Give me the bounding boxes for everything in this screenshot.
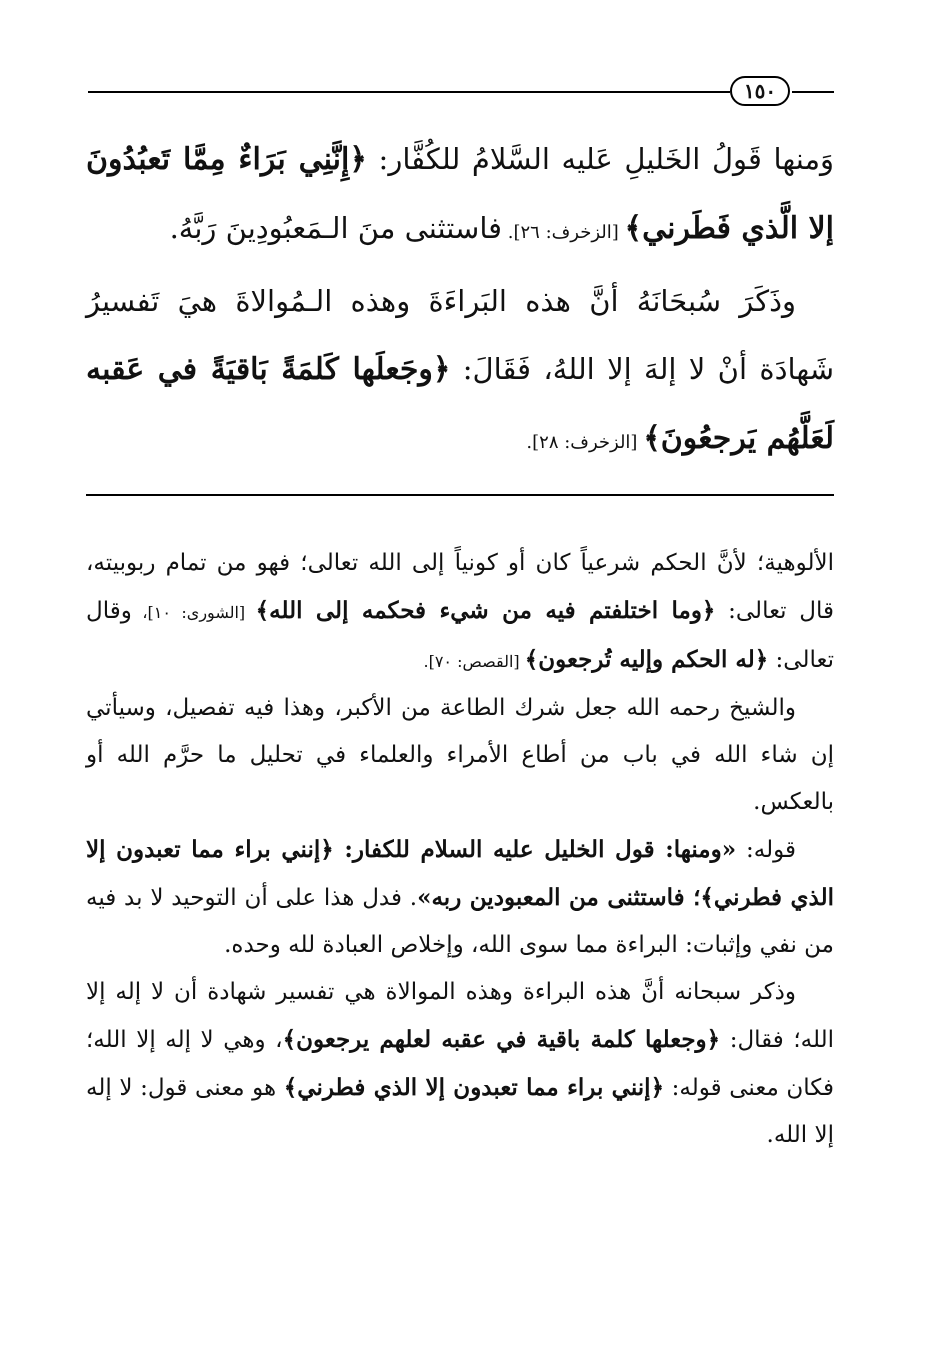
- verse-reference: [الزخرف: ٢٨].: [526, 432, 644, 453]
- commentary-paragraph: [86, 540, 834, 685]
- paragraph-text: قوله:: [736, 837, 796, 863]
- verse-reference: [الزخرف: ٢٦].: [502, 222, 625, 243]
- paragraph-text: وذكر سبحانه أنَّ هذه البراءة وهذه الموالاة هي تفسير شهادة أن لا إله إلا الله؛ فقال:: [86, 979, 834, 1053]
- verse-reference: [القصص: ٧٠].: [423, 652, 525, 671]
- page-number: ١٥٠: [730, 76, 790, 106]
- main-paragraph: [86, 267, 834, 477]
- quran-verse: ﴿إِنَّنِي بَرَاءٌ مِمَّا تَعبُدُونَ إلا الَّذي فَطَرني﴾: [86, 142, 834, 246]
- paragraph-text: وقال تعالى:: [86, 598, 834, 673]
- header-rule: [88, 91, 730, 93]
- paragraph-text: فاستثنى منَ الـمَعبُودِينَ رَبَّهُ.: [169, 211, 503, 245]
- commentary-paragraph: [86, 685, 834, 826]
- paragraph-text: الألوهية؛ لأنَّ الحكم شرعياً كان أو كونياً إلى الله تعالى؛ فهو من تمام ربوبيته، قال تعالى:: [86, 550, 834, 624]
- commentary-paragraph: [86, 969, 834, 1159]
- quran-verse: ﴿إنني براء مما تعبدون إلا الذي فطرني﴾: [86, 836, 834, 911]
- quran-verse: ﴿له الحكم وإليه تُرجعون﴾: [524, 646, 769, 673]
- main-paragraph: [86, 125, 834, 267]
- commentary-paragraph: [86, 826, 834, 969]
- section-separator: [86, 494, 834, 496]
- paragraph-text: وذَكَرَ سُبحَانَهُ أنَّ هذه البَراءَةَ وهذه الـمُوالاةَ هيَ تَفسيرُ شَهادَة أنْ لا إلهَ إلا اللهُ، فَقَالَ:: [86, 284, 834, 386]
- verse-reference: [الشورى: ١٠]،: [131, 603, 256, 622]
- quran-verse: ﴿وجَعلَها كَلمَةً بَاقيَةً في عَقبه لَعَلَّهُم يَرجعُونَ﴾: [86, 352, 834, 456]
- quoted-text: «ومنها: قول الخليل عليه السلام للكفار:: [333, 836, 737, 863]
- commentary-text: [86, 540, 834, 1159]
- main-text: [86, 125, 834, 477]
- paragraph-text: والشيخ رحمه الله جعل شرك الطاعة من الأكبر، وهذا فيه تفصيل، وسيأتي إن شاء الله في باب من أطاع الأمراء والعلماء في تحليل ما حرَّم الله أو بالعكس.: [86, 695, 834, 815]
- header-rule: [792, 91, 834, 93]
- paragraph-text: هو معنى قول: لا إله إلا الله.: [86, 1075, 834, 1148]
- quran-verse: ﴿إنني براء مما تعبدون إلا الذي فطرني﴾: [283, 1074, 665, 1101]
- quoted-text: ؛ فاستثنى من المعبودين ربه»: [417, 884, 701, 911]
- paragraph-text: . فدل هذا على أن التوحيد لا بد فيه من نفي وإثبات: البراءة مما سوى الله، وإخلاص العبادة لله وحده.: [86, 885, 834, 958]
- quran-verse: ﴿وما اختلفتم فيه من شيء فحكمه إلى الله﴾: [255, 597, 716, 624]
- quran-verse: ﴿وجعلها كلمة باقية في عقبه لعلهم يرجعون﴾: [282, 1026, 721, 1053]
- paragraph-text: ، وهي لا إله إلا الله؛ فكان معنى قوله:: [86, 1027, 834, 1101]
- paragraph-text: وَمنها قَولُ الخَليلِ عَليه السَّلامُ للكُفَّار:: [366, 142, 834, 176]
- page-header: [0, 70, 936, 110]
